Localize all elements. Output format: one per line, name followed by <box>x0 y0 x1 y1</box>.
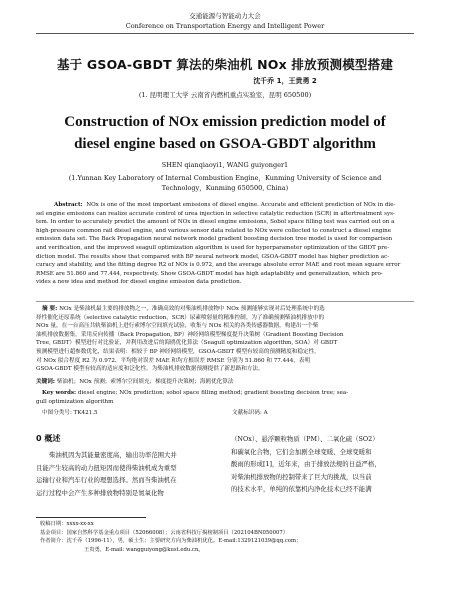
title-en-line2: diesel engine based on GSOA-GBDT algorithm <box>74 136 376 152</box>
keywords-cn <box>36 378 418 387</box>
affiliation-en-line2: Technology，Kunming 650500, China) <box>161 184 289 192</box>
abstract-en-line: RMSE are 51.860 and 77.444, respectively. Show GSOA-GBDT model has high adaptability and generalization, which pro- <box>36 270 383 277</box>
footnote-author-bio: 作者简介：沈千乔（1996-11），男，硕士生；主要研究方向为柴油机优化。E-mail:1329121039@qq.com； <box>40 538 302 545</box>
abstract-cn-line: NOx 是柴油机最主要的排放物之一，准确高效的对柴油机排放物中 NOx 预测能够实现对后处理系统中的选 <box>59 306 325 312</box>
abstract-en-line: sel engine emissions can realize accurate control of urea injection in selective catalytic reduction (SCR) in aftertreatment sys- <box>36 210 395 217</box>
body-line: 对柴油机排放物的控制带来了巨大的挑战，以当前 <box>231 472 372 481</box>
abstract-en-line: vides a new idea and method for diesel engine emission data prediction. <box>36 279 242 286</box>
affiliation-cn: (1. 昆明理工大学 云南省内燃机重点实验室，昆明 650500) <box>138 91 312 99</box>
document-code: 文献标识码: A <box>232 410 268 416</box>
footnotes <box>40 520 420 554</box>
classification-number: 中图分类号: TK421.5 <box>42 410 98 416</box>
body-line: 运输行业和汽车行业的理想选择。然而当柴油机在 <box>36 476 177 484</box>
section-heading: 0 概述 <box>36 434 61 443</box>
footnote-received: 收稿日期：xxxx-xx-xx <box>40 521 94 527</box>
abstract-en-line: diction model. The results show that compared with BP neural network model, GSOA-GBDT model has higher prediction ac- <box>36 253 390 260</box>
keywords-cn-text: 柴油机；NOx 预测；索博尔空间填充；梯度提升决策树；海鸥优化算法 <box>56 379 234 385</box>
keywords-cn-label: 关键词: <box>36 379 56 385</box>
abstract-divider <box>36 301 414 302</box>
body-line: 运行过程中会产生多种排放物特别是氮氧化物 <box>36 488 164 497</box>
abstract-cn-line: GSOA-GBDT 模型有较高的适应度和泛化性，为柴油机排放数据预测提供了新思路和方法。 <box>36 366 264 373</box>
abstract-en-line: NOx is one of the most important emissions of diesel engine. Accurate and efficient prediction of NOx in die- <box>86 202 396 208</box>
abstract-en-label: Abstract: <box>54 202 83 208</box>
body-line: 酸雨的形成[1]，近年来，由于排放法规的日益严格， <box>231 460 381 468</box>
body-line: （NOx）、悬浮颗粒物质（PM）、二氧化硫（SO2） <box>231 435 379 443</box>
title-en-line1: Construction of NOx emission prediction model of <box>64 114 386 130</box>
abstract-cn-label: 摘 要: <box>42 306 58 312</box>
abstract-en-line: curacy and stability, and the fitting degree R2 of NOx is 0.972, and the average absolute error MAE and root mean square error <box>36 262 401 269</box>
title-cn: 基于 GSOA-GBDT 算法的柴油机 NOx 排放预测模型搭建 <box>56 57 394 72</box>
abstract-en-line: tem. In order to accurately predict the amount of NOx in diesel engine emissions, Sobol space filling test was carried out on a <box>36 219 395 226</box>
keywords-en-line: diesel engine; NOx prediction; sobol space filling method; gradient boosting decision tree; sea- <box>77 390 349 396</box>
authors-en: SHEN qianqiaoyi1, WANG guiyonger1 <box>161 161 289 169</box>
abstract-en-line: high-pressure common rail diesel engine, and various sensor data related to NOx were collected to construct a diesel engine <box>36 227 392 234</box>
abstract-cn-line: NOx 量，在一台高压共轨柴油机上进行索博尔空间填充试验，收集与 NOx 相关的各类传感器数据，构建出一个柴 <box>36 323 319 330</box>
footnote-rule <box>36 517 146 518</box>
abstract-cn-line: Tree, GBDT）模型进行对比验证，并利用改进后的海鸥优化算法（Seagull optimization algorithm, SOA）对 GBDT <box>36 340 338 347</box>
body-line: 和碳氧化合物，它们会加剧全球变暖、全球变暖和 <box>231 447 372 456</box>
body-line: 柴油机因为其能量密度高，输出功率范围大并 <box>49 451 177 459</box>
keywords-en <box>36 389 418 406</box>
abstract-cn <box>36 305 418 374</box>
abstract-en <box>36 201 418 287</box>
conference-name-cn: 交通能源与智能动力大会 <box>189 12 261 20</box>
body-line: 且能产生较高的动力扭矩因而使得柴油机成为重型 <box>36 463 177 472</box>
conference-name-en: Conference on Transportation Energy and Intelligent Power <box>125 22 325 30</box>
abstract-en-line: emission data set. The Back Propagation neural network model gradient boosting decision tree model is used for comparison <box>36 236 393 243</box>
abstract-cn-line: 对 NOx 拟合程度 R2 为 0.972、平均绝对误差 MAE 和均方根误差 RMSE 分别为 51.860 和 77.444，表明 <box>36 357 311 364</box>
abstract-en-line: and verification, and the improved seagull optimization algorithm is used for hyperparameter optimization of the GBDT pre- <box>36 244 390 251</box>
body-line: 的技术水平，单纯的依靠机内净化技术已经不能满 <box>231 485 372 493</box>
abstract-cn-line: 油机排放数据集。采用反向传播（Back Propagation, BP）神经网络模型梯度提升决策树（Gradient Boosting Decision <box>36 331 344 338</box>
body-left-column <box>36 449 221 499</box>
footnote-corresponding: 王贵勇，E-mail: wangguiyong@kust.edu.cn。 <box>84 546 204 553</box>
abstract-cn-line: 择性催化还原系统（selective catalytic reduction，SCR）尿素喷射量的精准控制。为了准确预测柴油机排放中的 <box>36 314 325 321</box>
abstract-cn-line: 预测模型进行超参数优化，结果表明：相较于 BP 神经网络模型，GSOA-GBDT 模型有较高的预测精度和稳定性， <box>36 348 320 355</box>
body-right-column <box>231 433 416 496</box>
footnote-funding: 基金项目：国家自然科学基金重点项目（52066008）；云南省科技厅揭榜制项目（202104BN050007） <box>40 529 289 536</box>
authors-cn: 沈千乔 1，王贵勇 2 <box>253 77 317 85</box>
keywords-en-label: Key words: <box>42 390 77 396</box>
affiliation-en-line1: (1.Yunnan Key Laboratory of Internal Combustion Engine，Kunming University of Science and <box>68 174 382 182</box>
header-rule <box>36 33 414 34</box>
keywords-en-line: gull optimization algorithm <box>36 398 114 405</box>
